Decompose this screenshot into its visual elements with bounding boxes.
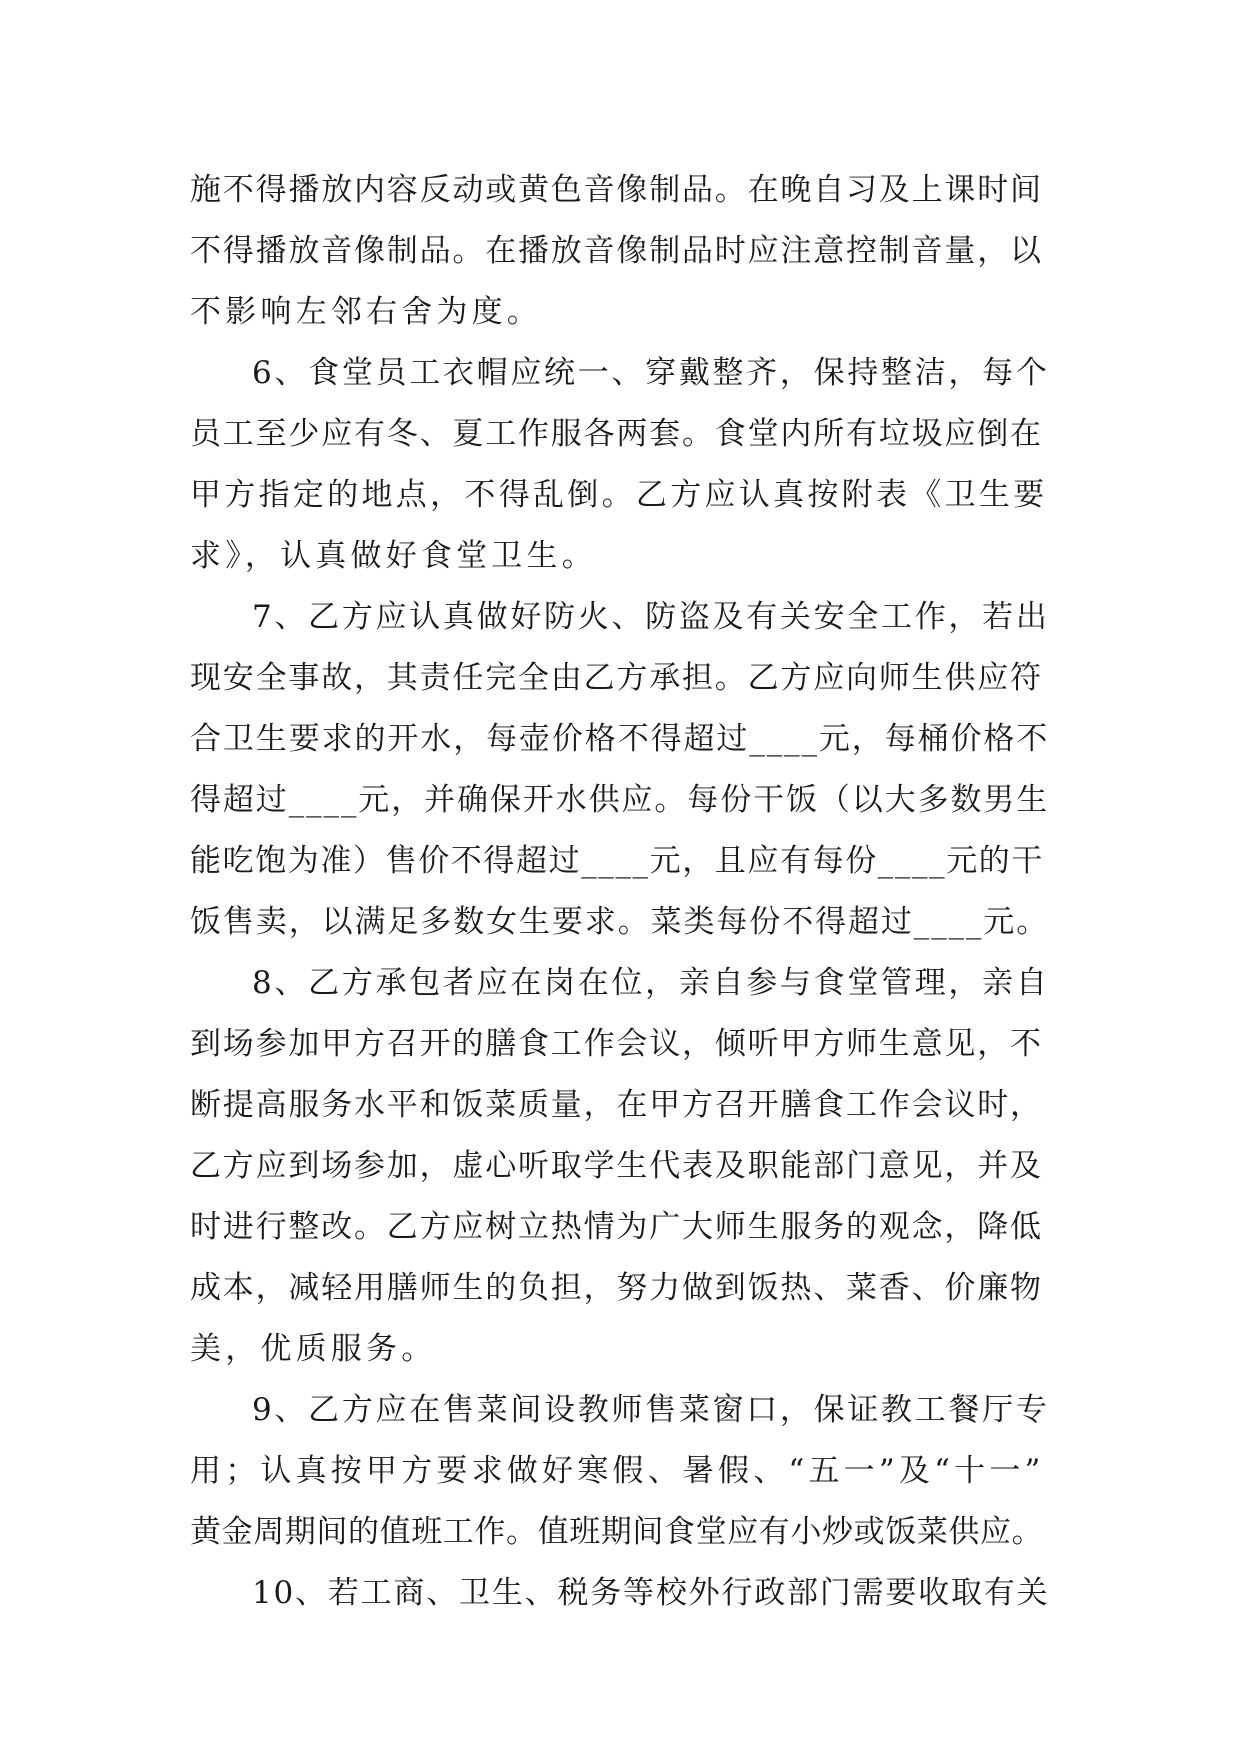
text-line: 乙方应到场参加，虚心听取学生代表及职能部门意见，并及 [190,1148,1043,1184]
text-line: 黄金周期间的值班工作。值班期间食堂应有小炒或饭菜供应。 [190,1514,1044,1550]
text-line: 美，优质服务。 [190,1331,437,1367]
text-line: 饭售卖，以满足多数女生要求。菜类每份不得超过____元。 [190,904,1050,940]
text-line: 施不得播放内容反动或黄色音像制品。在晚自习及上课时间 [190,172,1043,208]
text-line: 不影响左邻右舍为度。 [190,294,542,330]
clause-10-first-line: 10、若工商、卫生、税务等校外行政部门需要收取有关 [252,1575,1050,1611]
text-line: 得超过____元，并确保开水供应。每份干饭（以大多数男生 [190,782,1050,818]
clause-9-first-line: 9、乙方应在售菜间设教师售菜窗口，保证教工餐厅专 [252,1392,1050,1428]
document-body [190,160,1050,1624]
text-line: 合卫生要求的开水，每壶价格不得超过____元，每桶价格不 [190,721,1050,757]
clause-8-first-line: 8、乙方承包者应在岗在位，亲自参与食堂管理，亲自 [252,965,1050,1001]
text-line: 员工至少应有冬、夏工作服各两套。食堂内所有垃圾应倒在 [190,416,1043,452]
text-line: 能吃饱为准）售价不得超过____元，且应有每份____元的干 [190,843,1044,879]
text-line: 现安全事故，其责任完全由乙方承担。乙方应向师生供应符 [190,660,1043,696]
text-line: 用；认真按甲方要求做好寒假、暑假、“五一”及“十一” [190,1453,1045,1489]
clause-6-first-line: 6、食堂员工衣帽应统一、穿戴整齐，保持整洁，每个 [252,355,1050,391]
text-line: 求》，认真做好食堂卫生。 [190,538,597,574]
text-line: 成本，减轻用膳师生的负担，努力做到饭热、菜香、价廉物 [190,1270,1043,1306]
text-line: 时进行整改。乙方应树立热情为广大师生服务的观念，降低 [190,1209,1043,1245]
text-line: 到场参加甲方召开的膳食工作会议，倾听甲方师生意见，不 [190,1026,1043,1062]
text-line: 甲方指定的地点，不得乱倒。乙方应认真按附表《卫生要 [190,477,1048,513]
clause-7-first-line: 7、乙方应认真做好防火、防盗及有关安全工作，若出 [252,599,1050,635]
text-line: 不得播放音像制品。在播放音像制品时应注意控制音量，以 [190,233,1043,269]
text-line: 断提高服务水平和饭菜质量，在甲方召开膳食工作会议时， [190,1087,1043,1123]
